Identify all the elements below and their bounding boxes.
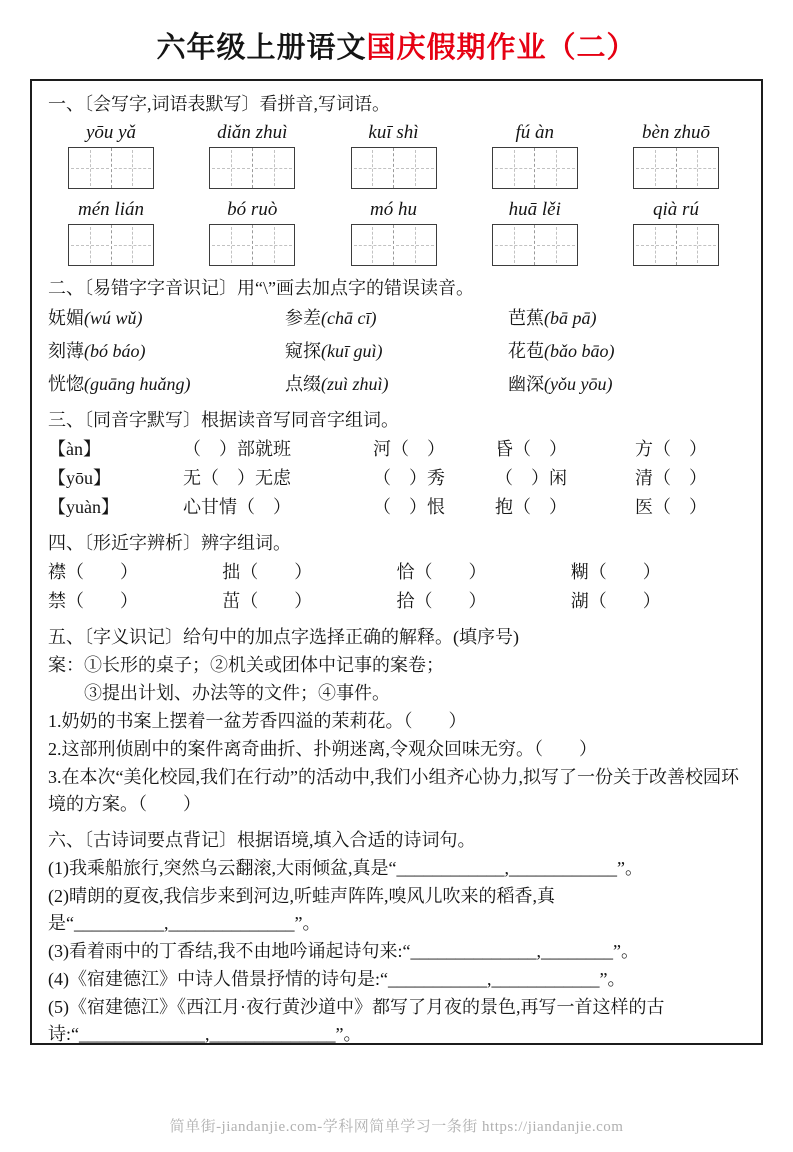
pinyin-label: qià rú: [653, 199, 699, 220]
homophone-row: [48, 436, 745, 463]
word-item: [48, 371, 285, 398]
fill-item: （ ）部就班: [183, 439, 291, 459]
grid-cell[interactable]: [493, 148, 535, 188]
grid-cell[interactable]: [69, 225, 111, 265]
similar-char-row: [48, 559, 745, 586]
pinyin-options: (kuī guì): [320, 341, 383, 361]
definition-line-1: 案：①长形的桌子；②机关或团体中记事的案卷；: [48, 655, 444, 675]
homophone-row: [48, 494, 745, 521]
pinyin-word-column: [333, 121, 455, 189]
question-1: 1.奶奶的书案上摆着一盆芳香四溢的茉莉花。（ ）: [48, 711, 467, 731]
writing-grid[interactable]: [209, 224, 295, 266]
worksheet-border-box: [30, 79, 763, 1045]
poem-question-2: (2)晴朗的夏夜,我信步来到河边,听蛙声阵阵,嗅风儿吹来的稻香,真是“__________,______________”。: [48, 886, 555, 933]
cn-word: 幽深: [508, 374, 544, 394]
word-item: [285, 338, 508, 365]
fill-item: （ ）恨: [373, 497, 445, 517]
pinyin-label: yōu yǎ: [85, 122, 137, 143]
poem-question-4: (4)《宿建德江》中诗人借景抒情的诗句是:“___________,____________”。: [48, 969, 626, 989]
writing-grid[interactable]: [492, 147, 578, 189]
grid-cell[interactable]: [111, 148, 154, 188]
word-item: [508, 371, 745, 398]
pinyin-options: (guāng huǎng): [84, 374, 191, 394]
sound-label: 【yōu】: [48, 468, 111, 488]
fill-item: （ ）秀: [373, 468, 445, 488]
word-item: [508, 338, 745, 365]
fill-item: 昏（ ）: [495, 439, 567, 459]
cn-word: 刻薄: [48, 341, 84, 361]
grid-cell[interactable]: [393, 148, 436, 188]
title-prefix: 六年级上册语文: [156, 32, 367, 64]
section3-heading: 三、〔同音字默写〕根据读音写同音字组词。: [48, 410, 399, 430]
cn-word: 点缀: [284, 374, 321, 394]
grid-cell[interactable]: [352, 148, 394, 188]
fill-item: 拙（ ）: [222, 562, 313, 582]
writing-grid[interactable]: [633, 224, 719, 266]
fill-item: 医（ ）: [635, 497, 707, 517]
fill-item: 无（ ）无虑: [183, 468, 291, 488]
sound-label: 【yuàn】: [48, 497, 119, 517]
pinyin-options: (bā pā): [544, 308, 597, 328]
writing-grid[interactable]: [492, 224, 578, 266]
cn-word: 妩媚: [48, 308, 84, 328]
grid-cell[interactable]: [634, 148, 676, 188]
fill-item: 河（ ）: [373, 439, 445, 459]
poem-question-1: (1)我乘船旅行,突然乌云翻滚,大雨倾盆,真是“____________,____________”。: [48, 858, 643, 878]
fill-item: 糊（ ）: [570, 562, 661, 582]
grid-cell[interactable]: [534, 225, 577, 265]
pinyin-label: mén lián: [78, 199, 144, 220]
pinyin-word-column: [50, 121, 172, 189]
fill-item: 茁（ ）: [222, 591, 313, 611]
grid-cell[interactable]: [252, 148, 295, 188]
pinyin-word-column: [615, 121, 737, 189]
grid-cell[interactable]: [352, 225, 394, 265]
page-title: [0, 30, 793, 66]
pinyin-word-column: [474, 198, 596, 266]
pinyin-word-column: [615, 198, 737, 266]
sound-label: 【àn】: [48, 439, 101, 459]
fill-item: 方（ ）: [635, 439, 707, 459]
grid-cell[interactable]: [252, 225, 295, 265]
pinyin-label: kuī shì: [368, 122, 419, 143]
grid-cell[interactable]: [676, 148, 719, 188]
fill-item: 拾（ ）: [396, 591, 487, 611]
fill-item: 清（ ）: [635, 468, 707, 488]
grid-cell[interactable]: [534, 148, 577, 188]
grid-cell[interactable]: [393, 225, 436, 265]
cn-word: 芭蕉: [508, 308, 544, 328]
pinyin-options: (yǒu yōu): [544, 374, 613, 394]
pinyin-options: (bó báo): [84, 341, 146, 361]
question-3: 3.在本次“美化校园,我们在行动”的活动中,我们小组齐心协力,拟写了一份关于改善校园环境的方案。（ ）: [48, 767, 739, 814]
similar-char-row: [48, 588, 745, 615]
section1-heading: 一、〔会写字,词语表默写〕看拼音,写词语。: [48, 94, 390, 114]
watermark-footer: 简单街-jiandanjie.com-学科网简单学习一条街 https://jiandanjie.com: [169, 1119, 624, 1135]
pinyin-label: bèn zhuō: [641, 122, 711, 143]
grid-cell[interactable]: [210, 148, 252, 188]
misread-words-grid: [48, 305, 745, 398]
pinyin-grid-row-1: [48, 121, 745, 189]
section4-heading: 四、〔形近字辨析〕辨字组词。: [48, 533, 291, 553]
worksheet-page: [0, 30, 793, 1152]
fill-item: 禁（ ）: [48, 591, 138, 611]
pinyin-label: fú àn: [515, 122, 555, 143]
cn-word: 参差: [284, 308, 321, 328]
word-item: [48, 305, 285, 332]
word-item: [285, 371, 508, 398]
cn-word: 花苞: [508, 341, 544, 361]
pinyin-label: bó ruò: [227, 199, 278, 220]
cn-word: 窥探: [284, 341, 321, 361]
definition-line-2: ③提出计划、办法等的文件；④事件。: [84, 683, 390, 703]
fill-item: 心甘情（ ）: [183, 497, 291, 517]
writing-grid[interactable]: [351, 224, 437, 266]
fill-item: （ ）闲: [495, 468, 567, 488]
cn-word: 恍惚: [48, 374, 84, 394]
section6-heading: 六、〔古诗词要点背记〕根据语境,填入合适的诗词句。: [48, 830, 476, 850]
writing-grid[interactable]: [68, 224, 154, 266]
word-item: [285, 305, 508, 332]
grid-cell[interactable]: [676, 225, 719, 265]
fill-item: 恰（ ）: [396, 562, 487, 582]
writing-grid[interactable]: [633, 147, 719, 189]
pinyin-word-column: [191, 198, 313, 266]
title-highlight: 国庆假期作业（二）: [366, 32, 637, 64]
question-2: 2.这部刑侦剧中的案件离奇曲折、扑朔迷离,令观众回味无穷。（ ）: [48, 739, 597, 759]
homophone-row: [48, 465, 745, 492]
writing-grid[interactable]: [209, 147, 295, 189]
pinyin-options: (chā cī): [320, 308, 377, 328]
pinyin-grid-row-2: [48, 198, 745, 266]
pinyin-word-column: [474, 121, 596, 189]
fill-item: 抱（ ）: [495, 497, 567, 517]
pinyin-label: mó hu: [370, 199, 417, 220]
pinyin-options: (zuì zhuì): [320, 374, 389, 394]
poem-question-5: (5)《宿建德江》《西江月·夜行黄沙道中》都写了月夜的景色,再写一首这样的古诗:“______________,______________”。: [48, 997, 665, 1044]
pinyin-label: huā lěi: [508, 199, 561, 220]
fill-item: 襟（ ）: [48, 562, 138, 582]
poem-question-3: (3)看着雨中的丁香结,我不由地吟诵起诗句来:“______________,________”。: [48, 941, 639, 961]
word-item: [48, 338, 285, 365]
grid-cell[interactable]: [634, 225, 676, 265]
section2-heading: 二、〔易错字字音识记〕用“\”画去加点字的错误读音。: [48, 278, 474, 298]
writing-grid[interactable]: [351, 147, 437, 189]
pinyin-word-column: [191, 121, 313, 189]
pinyin-word-column: [333, 198, 455, 266]
grid-cell[interactable]: [111, 225, 154, 265]
section5-heading: 五、〔字义识记〕给句中的加点字选择正确的解释。(填序号): [48, 627, 519, 647]
pinyin-word-column: [50, 198, 172, 266]
pinyin-label: diǎn zhuì: [217, 122, 288, 143]
grid-cell[interactable]: [493, 225, 535, 265]
pinyin-options: (wú wǔ): [84, 308, 143, 328]
fill-item: 湖（ ）: [570, 591, 661, 611]
pinyin-options: (bǎo bāo): [544, 341, 615, 361]
grid-cell[interactable]: [210, 225, 252, 265]
writing-grid[interactable]: [68, 147, 154, 189]
word-item: [508, 305, 745, 332]
grid-cell[interactable]: [69, 148, 111, 188]
